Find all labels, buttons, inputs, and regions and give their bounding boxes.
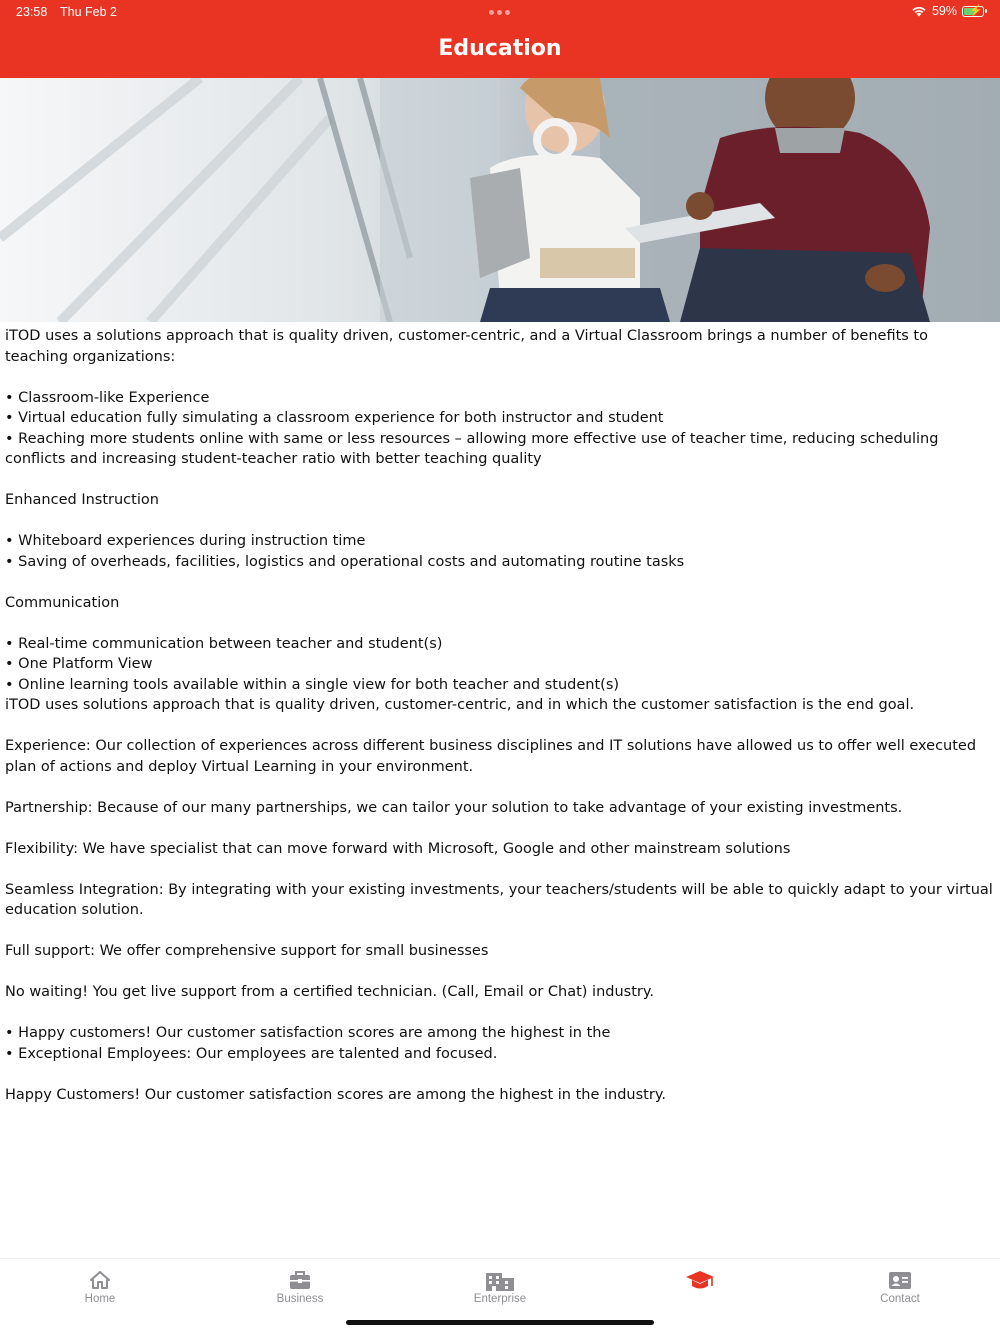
content-paragraph: • Saving of overheads, facilities, logistics and operational costs and automating routine tasks bbox=[5, 553, 685, 570]
home-icon bbox=[88, 1269, 112, 1291]
status-bar bbox=[0, 0, 1000, 24]
content-spacer bbox=[5, 613, 995, 634]
graduation-cap-icon bbox=[684, 1269, 716, 1291]
content-spacer bbox=[5, 470, 995, 491]
hero-image bbox=[0, 78, 1000, 322]
content-paragraph: Happy Customers! Our customer satisfaction scores are among the highest in the industry. bbox=[5, 1086, 666, 1103]
content-spacer bbox=[5, 1064, 995, 1085]
content-spacer bbox=[5, 777, 995, 798]
content-paragraph: • Happy customers! Our customer satisfaction scores are among the highest in the bbox=[5, 1025, 611, 1041]
tab-home[interactable] bbox=[0, 1259, 200, 1319]
content-paragraph: • Classroom-like Experience bbox=[5, 389, 210, 406]
wifi-icon bbox=[911, 5, 927, 17]
home-indicator[interactable] bbox=[346, 1320, 654, 1325]
content-paragraph: • Real-time communication between teacher and student(s) bbox=[5, 635, 443, 652]
content-paragraph: Seamless Integration: By integrating with your existing investments, your teachers/students will be able to quickly adapt to your virtual education solution. bbox=[5, 881, 993, 918]
tab-education[interactable] bbox=[600, 1259, 800, 1319]
content-paragraph: • Exceptional Employees: Our employees are talented and focused. bbox=[5, 1045, 498, 1062]
content-paragraph: • Online learning tools available within a single view for both teacher and student(s) bbox=[5, 676, 620, 693]
education-content bbox=[5, 326, 995, 1105]
content-spacer bbox=[5, 716, 995, 737]
top-bar bbox=[0, 0, 1000, 78]
content-paragraph: Experience: Our collection of experiences across different business disciplines and IT solutions have allowed us to offer well executed plan of actions and deploy Virtual Learning in your environment. bbox=[5, 738, 977, 775]
content-paragraph: Full support: We offer comprehensive support for small businesses bbox=[5, 943, 489, 959]
content-paragraph: • Reaching more students online with same or less resources – allowing more effective use of teacher time, reducing scheduling conflicts and increasing student-teacher ratio with better teaching quality bbox=[5, 430, 939, 467]
battery-percent: 59% bbox=[931, 4, 957, 18]
tab-enterprise-label: Enterprise bbox=[473, 1293, 527, 1305]
contact-card-icon bbox=[888, 1269, 912, 1291]
status-date: Thu Feb 2 bbox=[60, 5, 117, 19]
content-paragraph: Partnership: Because of our many partnerships, we can tailor your solution to take advantage of your existing investments. bbox=[5, 799, 903, 816]
building-icon bbox=[485, 1269, 515, 1291]
content-paragraph: iTOD uses a solutions approach that is quality driven, customer-centric, and a Virtual Classroom brings a number of benefits to teaching organizations: bbox=[5, 328, 928, 365]
content-paragraph: No waiting! You get live support from a certified technician. (Call, Email or Chat) industry. bbox=[5, 984, 654, 1000]
content-spacer bbox=[5, 367, 995, 388]
content-spacer bbox=[5, 1003, 995, 1024]
tab-business-label: Business bbox=[276, 1293, 324, 1305]
multitasking-dots[interactable] bbox=[489, 10, 510, 15]
status-right bbox=[911, 4, 984, 18]
page-title: Education bbox=[438, 36, 562, 61]
content-paragraph: Enhanced Instruction bbox=[5, 492, 159, 508]
content-spacer bbox=[5, 859, 995, 880]
content-spacer bbox=[5, 572, 995, 593]
tab-contact[interactable] bbox=[800, 1259, 1000, 1319]
tab-home-label: Home bbox=[84, 1293, 116, 1305]
tab-contact-label: Contact bbox=[880, 1293, 920, 1305]
content-spacer bbox=[5, 962, 995, 983]
content-spacer bbox=[5, 511, 995, 532]
content-paragraph: iTOD uses solutions approach that is quality driven, customer-centric, and in which the customer satisfaction is the end goal. bbox=[5, 697, 915, 713]
content-paragraph: • Whiteboard experiences during instruction time bbox=[5, 533, 366, 549]
content-spacer bbox=[5, 921, 995, 942]
content-paragraph: • One Platform View bbox=[5, 656, 153, 672]
photo-students-studying bbox=[0, 78, 1000, 322]
content-paragraph: • Virtual education fully simulating a classroom experience for both instructor and student bbox=[5, 410, 664, 426]
content-paragraph: Flexibility: We have specialist that can move forward with Microsoft, Google and other mainstream solutions bbox=[5, 840, 791, 857]
battery-icon: ⚡ bbox=[962, 6, 984, 17]
tab-business[interactable] bbox=[200, 1259, 400, 1319]
briefcase-icon bbox=[288, 1269, 312, 1291]
tab-enterprise[interactable] bbox=[400, 1259, 600, 1319]
content-spacer bbox=[5, 818, 995, 839]
content-paragraph: Communication bbox=[5, 594, 120, 611]
status-time: 23:58 bbox=[16, 5, 48, 19]
